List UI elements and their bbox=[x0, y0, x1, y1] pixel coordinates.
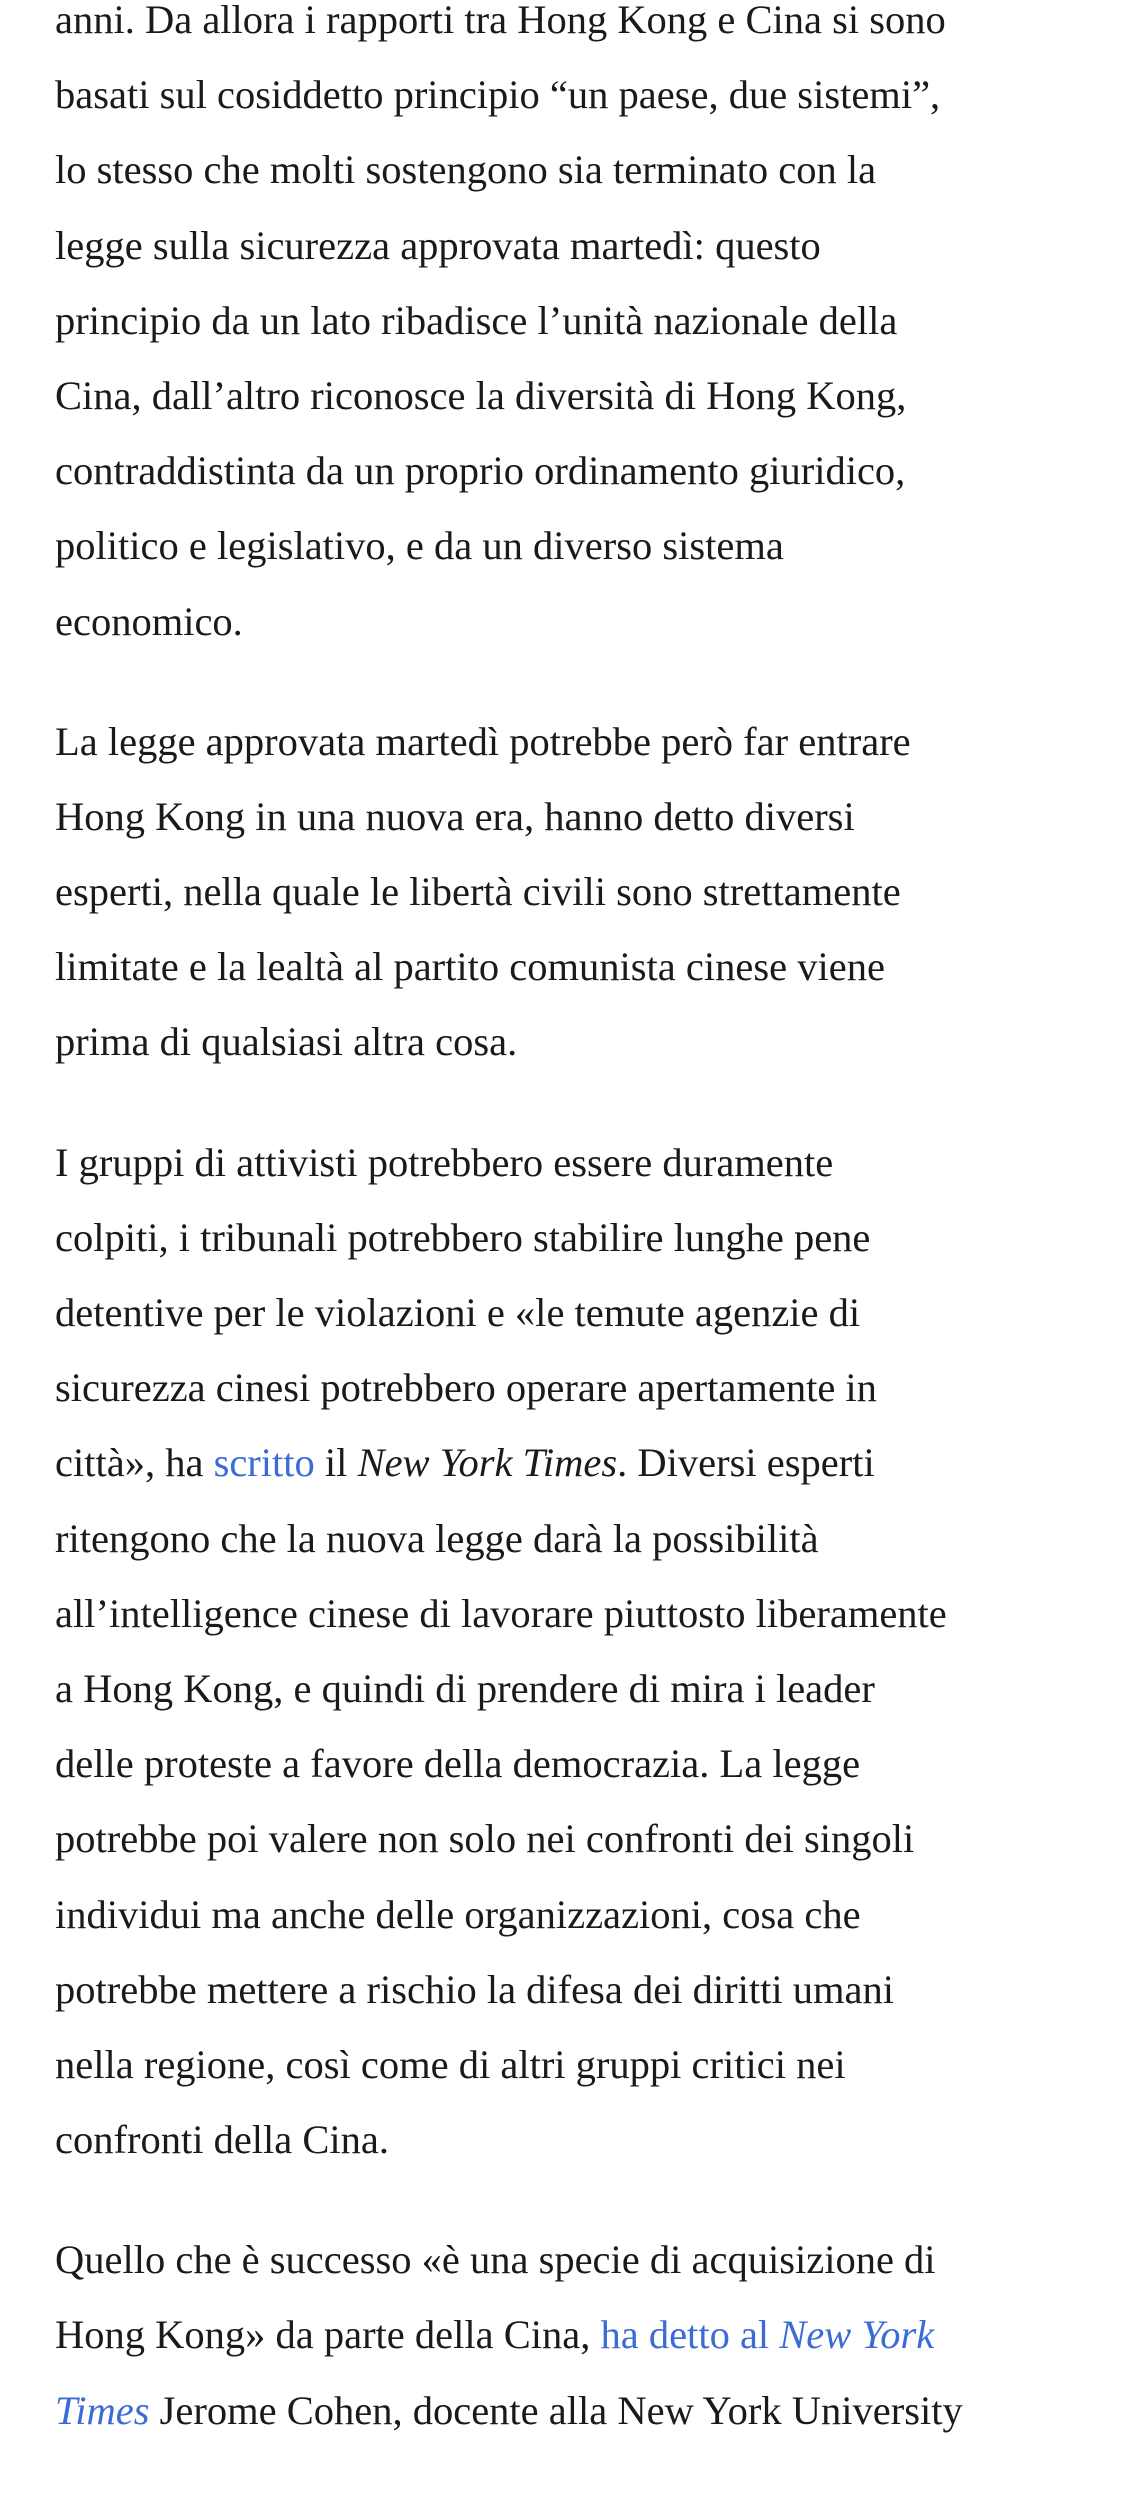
text-line: principio da un lato ribadisce l’unità nazionale della bbox=[55, 297, 898, 343]
nyt-interview-link[interactable] bbox=[600, 2312, 934, 2357]
paragraph-1 bbox=[55, 0, 1085, 659]
text-line: La legge approvata martedì potrebbe però far entrare bbox=[55, 718, 911, 764]
text-line-with-link bbox=[55, 2373, 1085, 2448]
text-line: economico. bbox=[55, 598, 243, 644]
text-line: politico e legislativo, e da un diverso sistema bbox=[55, 523, 784, 569]
text-fragment: Hong Kong» da parte della Cina, bbox=[55, 2312, 601, 2358]
text-fragment: città», ha bbox=[55, 1440, 214, 1486]
text-line: ritengono che la nuova legge darà la possibilità bbox=[55, 1515, 819, 1561]
text-line: individui ma anche delle organizzazioni, cosa che bbox=[55, 1891, 861, 1937]
text-fragment: . Diversi esperti bbox=[617, 1440, 875, 1486]
text-line: a Hong Kong, e quindi di prendere di mira i leader bbox=[55, 1665, 875, 1711]
text-line: potrebbe poi valere non solo nei confronti dei singoli bbox=[55, 1816, 915, 1862]
text-line: I gruppi di attivisti potrebbero essere duramente bbox=[55, 1139, 834, 1185]
text-line-with-link bbox=[55, 2297, 1085, 2372]
publication-name: New York Times bbox=[357, 1440, 618, 1486]
text-line: anni. Da allora i rapporti tra Hong Kong e Cina si sono bbox=[55, 0, 946, 42]
text-fragment: il bbox=[314, 1440, 358, 1486]
article-body bbox=[55, 0, 1085, 2493]
nyt-interview-link-continued[interactable] bbox=[55, 2388, 150, 2433]
text-line: Hong Kong in una nuova era, hanno detto diversi bbox=[55, 793, 855, 839]
text-line: colpiti, i tribunali potrebbero stabilire lunghe pene bbox=[55, 1214, 871, 1260]
text-line: confronti della Cina. bbox=[55, 2117, 390, 2163]
text-line: delle proteste a favore della democrazia. La legge bbox=[55, 1741, 861, 1787]
text-line: detentive per le violazioni e «le temute agenzie di bbox=[55, 1290, 861, 1335]
text-line: prima di qualsiasi altra cosa. bbox=[55, 1019, 518, 1065]
text-line: limitate e la lealtà al partito comunista cinese viene bbox=[55, 944, 885, 990]
link-publication-name: Times bbox=[55, 2387, 150, 2433]
text-line: Cina, dall’altro riconosce la diversità di Hong Kong, bbox=[55, 372, 907, 418]
text-line: nella regione, così come di altri gruppi critici nei bbox=[55, 2041, 846, 2087]
link-publication-name: New York bbox=[779, 2312, 935, 2358]
text-line: potrebbe mettere a rischio la difesa dei diritti umani bbox=[55, 1966, 894, 2012]
text-line: sicurezza cinesi potrebbero operare apertamente in bbox=[55, 1365, 877, 1411]
text-line: lo stesso che molti sostengono sia terminato con la bbox=[55, 147, 877, 193]
text-line: contraddistinta da un proprio ordinamento giuridico, bbox=[55, 448, 906, 494]
text-line: esperti, nella quale le libertà civili sono strettamente bbox=[55, 869, 901, 915]
text-line: legge sulla sicurezza approvata martedì: questo bbox=[55, 222, 821, 268]
text-line: basati sul cosiddetto principio “un paese, due sistemi”, bbox=[55, 72, 941, 118]
text-line: Quello che è successo «è una specie di acquisizione di bbox=[55, 2237, 936, 2283]
text-fragment: Jerome Cohen, docente alla New York University bbox=[149, 2387, 963, 2433]
text-line: all’intelligence cinese di lavorare piuttosto liberamente bbox=[55, 1590, 947, 1636]
link-text: ha detto al bbox=[600, 2312, 780, 2358]
paragraph-2 bbox=[55, 704, 1085, 1080]
paragraph-4 bbox=[55, 2222, 1085, 2448]
scritto-link[interactable]: scritto bbox=[213, 1440, 315, 1486]
text-line-with-link bbox=[55, 1425, 1085, 1500]
paragraph-3 bbox=[55, 1125, 1085, 2178]
